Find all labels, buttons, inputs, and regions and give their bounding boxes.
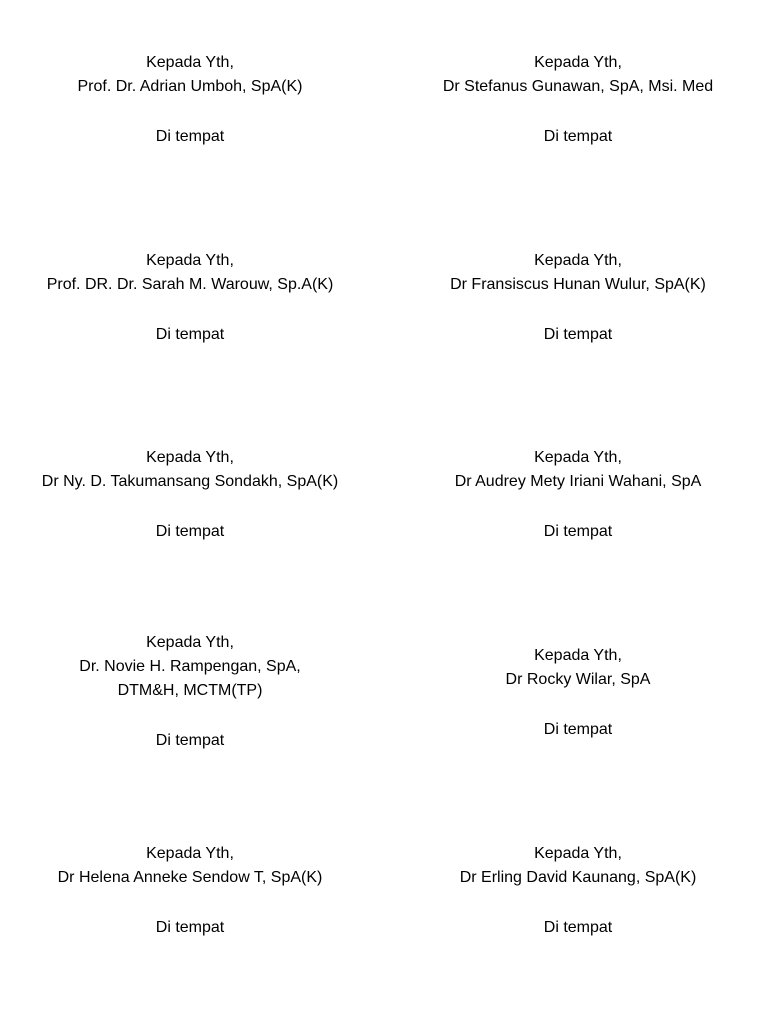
greeting: Kepada Yth,	[534, 647, 622, 664]
closing: Di tempat	[155, 523, 225, 540]
recipient-name: Dr Audrey Mety Iriani Wahani, SpA	[454, 473, 702, 490]
greeting: Kepada Yth,	[146, 634, 234, 651]
recipient-name-continued: DTM&H, MCTM(TP)	[117, 682, 263, 699]
recipient-name: Dr Helena Anneke Sendow T, SpA(K)	[57, 869, 323, 886]
address-label	[0, 842, 380, 940]
recipient-name: Dr Fransiscus Hunan Wulur, SpA(K)	[450, 276, 706, 293]
closing: Di tempat	[543, 721, 613, 738]
closing: Di tempat	[543, 128, 613, 145]
address-label	[0, 446, 380, 544]
greeting: Kepada Yth,	[146, 252, 234, 269]
recipient-name: Dr Rocky Wilar, SpA	[505, 671, 651, 688]
address-label	[388, 51, 768, 149]
closing: Di tempat	[155, 326, 225, 343]
recipient-name: Dr Erling David Kaunang, SpA(K)	[459, 869, 697, 886]
address-label	[0, 631, 380, 753]
recipient-name: Dr Ny. D. Takumansang Sondakh, SpA(K)	[41, 473, 339, 490]
address-label	[388, 249, 768, 347]
closing: Di tempat	[155, 919, 225, 936]
address-label	[388, 446, 768, 544]
address-label	[0, 249, 380, 347]
greeting: Kepada Yth,	[146, 449, 234, 466]
closing: Di tempat	[543, 326, 613, 343]
closing: Di tempat	[543, 919, 613, 936]
recipient-name: Dr. Novie H. Rampengan, SpA,	[79, 658, 301, 675]
greeting: Kepada Yth,	[534, 449, 622, 466]
recipient-name: Prof. DR. Dr. Sarah M. Warouw, Sp.A(K)	[46, 276, 334, 293]
recipient-name: Prof. Dr. Adrian Umboh, SpA(K)	[77, 78, 303, 95]
recipient-name: Dr Stefanus Gunawan, SpA, Msi. Med	[442, 78, 714, 95]
greeting: Kepada Yth,	[534, 845, 622, 862]
greeting: Kepada Yth,	[146, 54, 234, 71]
address-label	[0, 51, 380, 149]
closing: Di tempat	[155, 128, 225, 145]
address-label	[388, 842, 768, 940]
greeting: Kepada Yth,	[534, 54, 622, 71]
closing: Di tempat	[155, 732, 225, 749]
address-label	[388, 644, 768, 742]
greeting: Kepada Yth,	[146, 845, 234, 862]
closing: Di tempat	[543, 523, 613, 540]
greeting: Kepada Yth,	[534, 252, 622, 269]
